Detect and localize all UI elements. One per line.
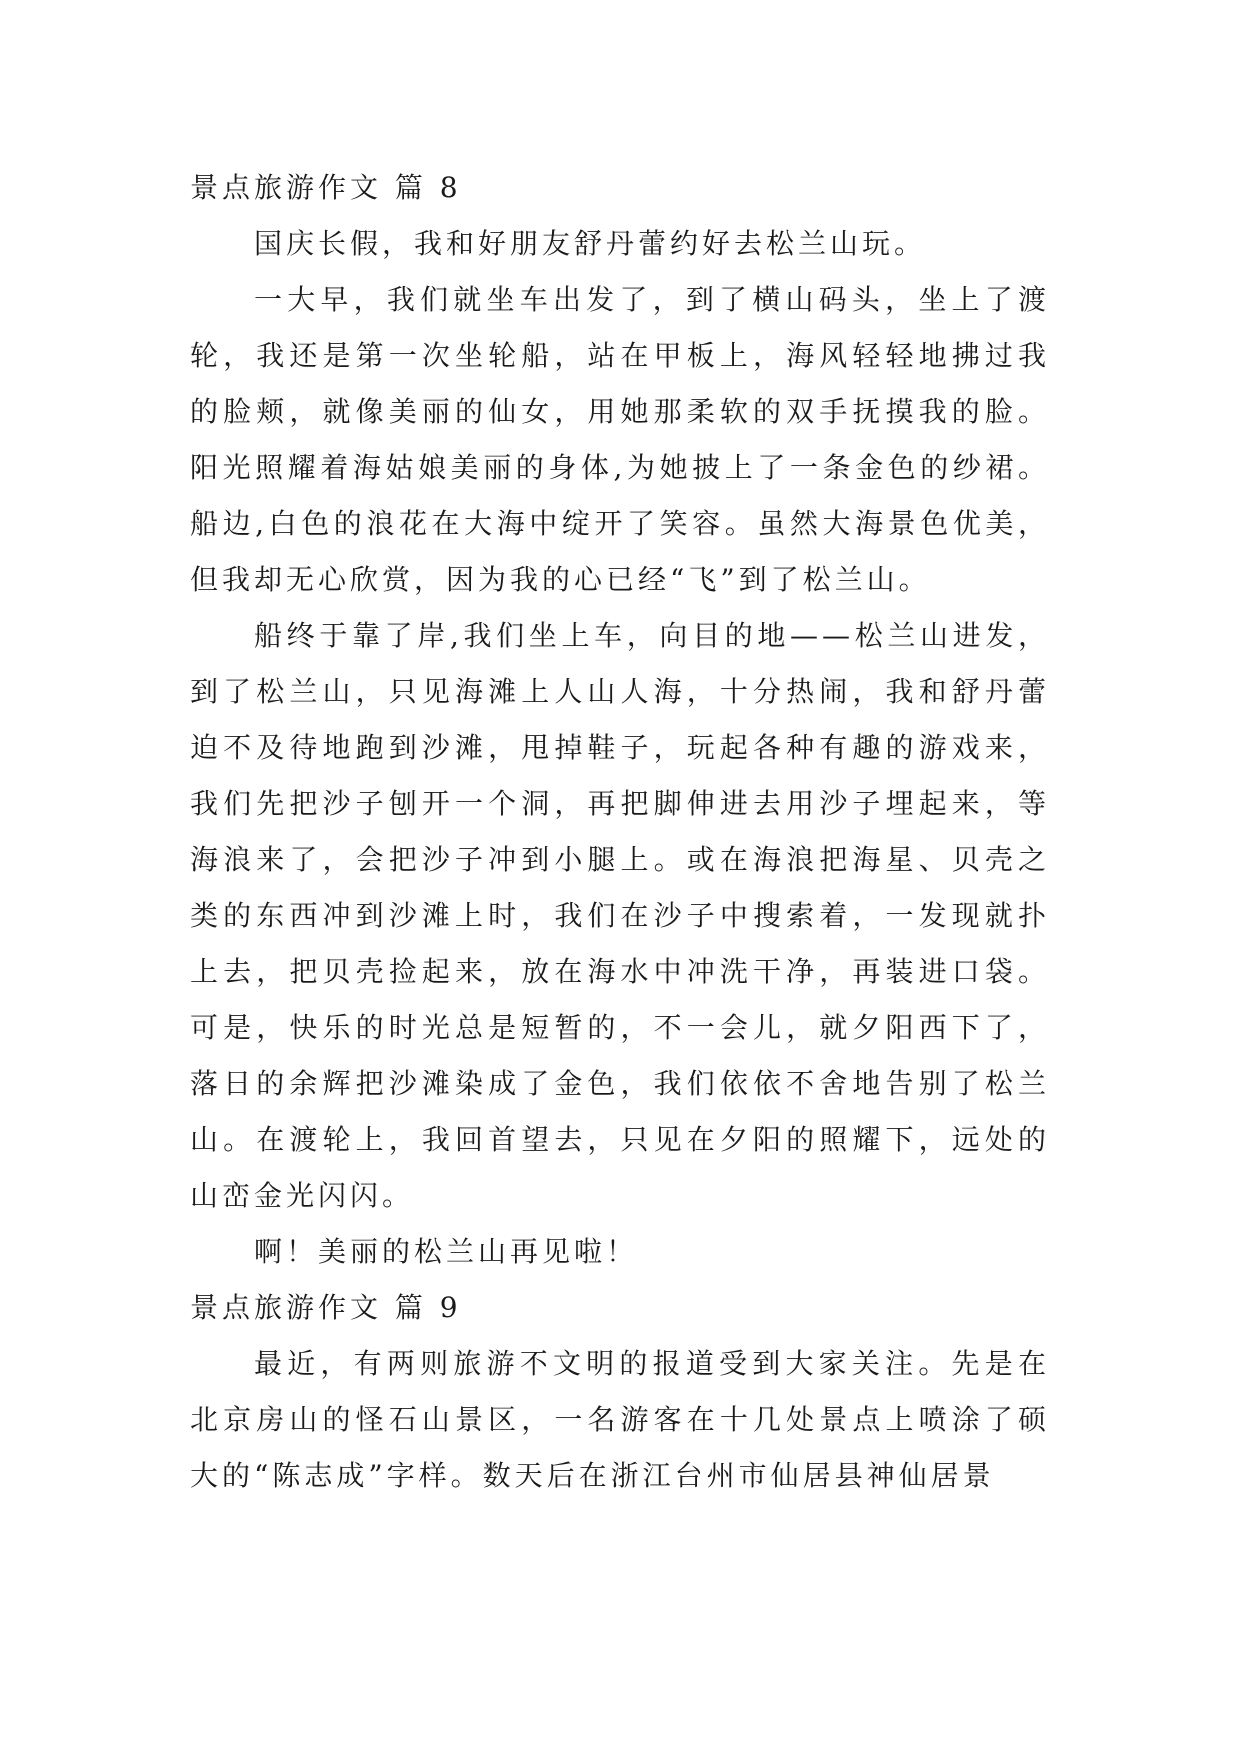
paragraph: 一大早，我们就坐车出发了，到了横山码头，坐上了渡轮，我还是第一次坐轮船，站在甲板上，海风轻轻地拂过我的脸颊，就像美丽的仙女，用她那柔软的双手抚摸我的脸。阳光照耀着海姑娘美丽的身体,为她披上了一条金色的纱裙。船边,白色的浪花在大海中绽开了笑容。虽然大海景色优美，但我却无心欣赏，因为我的心已经“飞”到了松兰山。: [190, 283, 1050, 596]
paragraph: 最近，有两则旅游不文明的报道受到大家关注。先是在北京房山的怪石山景区，一名游客在十几处景点上喷涂了硕大的“陈志成”字样。数天后在浙江台州市仙居县神仙居景: [190, 1347, 1050, 1492]
paragraph: 船终于靠了岸,我们坐上车，向目的地——松兰山进发，到了松兰山，只见海滩上人山人海，十分热闹，我和舒丹蕾迫不及待地跑到沙滩，甩掉鞋子，玩起各种有趣的游戏来，我们先把沙子刨开一个洞，再把脚伸进去用沙子埋起来，等海浪来了，会把沙子冲到小腿上。或在海浪把海星、贝壳之类的东西冲到沙滩上时，我们在沙子中搜索着，一发现就扑上去，把贝壳捡起来，放在海水中冲洗干净，再装进口袋。可是，快乐的时光总是短暂的，不一会儿，就夕阳西下了，落日的余辉把沙滩染成了金色，我们依依不舍地告别了松兰山。在渡轮上，我回首望去，只见在夕阳的照耀下，远处的山峦金光闪闪。: [190, 619, 1050, 1212]
section-title-8: 景点旅游作文 篇 8: [190, 171, 462, 204]
paragraph: 国庆长假，我和好朋友舒丹蕾约好去松兰山玩。: [254, 227, 927, 260]
document-body: [190, 160, 1050, 1504]
paragraph: 啊！美丽的松兰山再见啦！: [254, 1235, 639, 1268]
section-title-9: 景点旅游作文 篇 9: [190, 1291, 462, 1324]
